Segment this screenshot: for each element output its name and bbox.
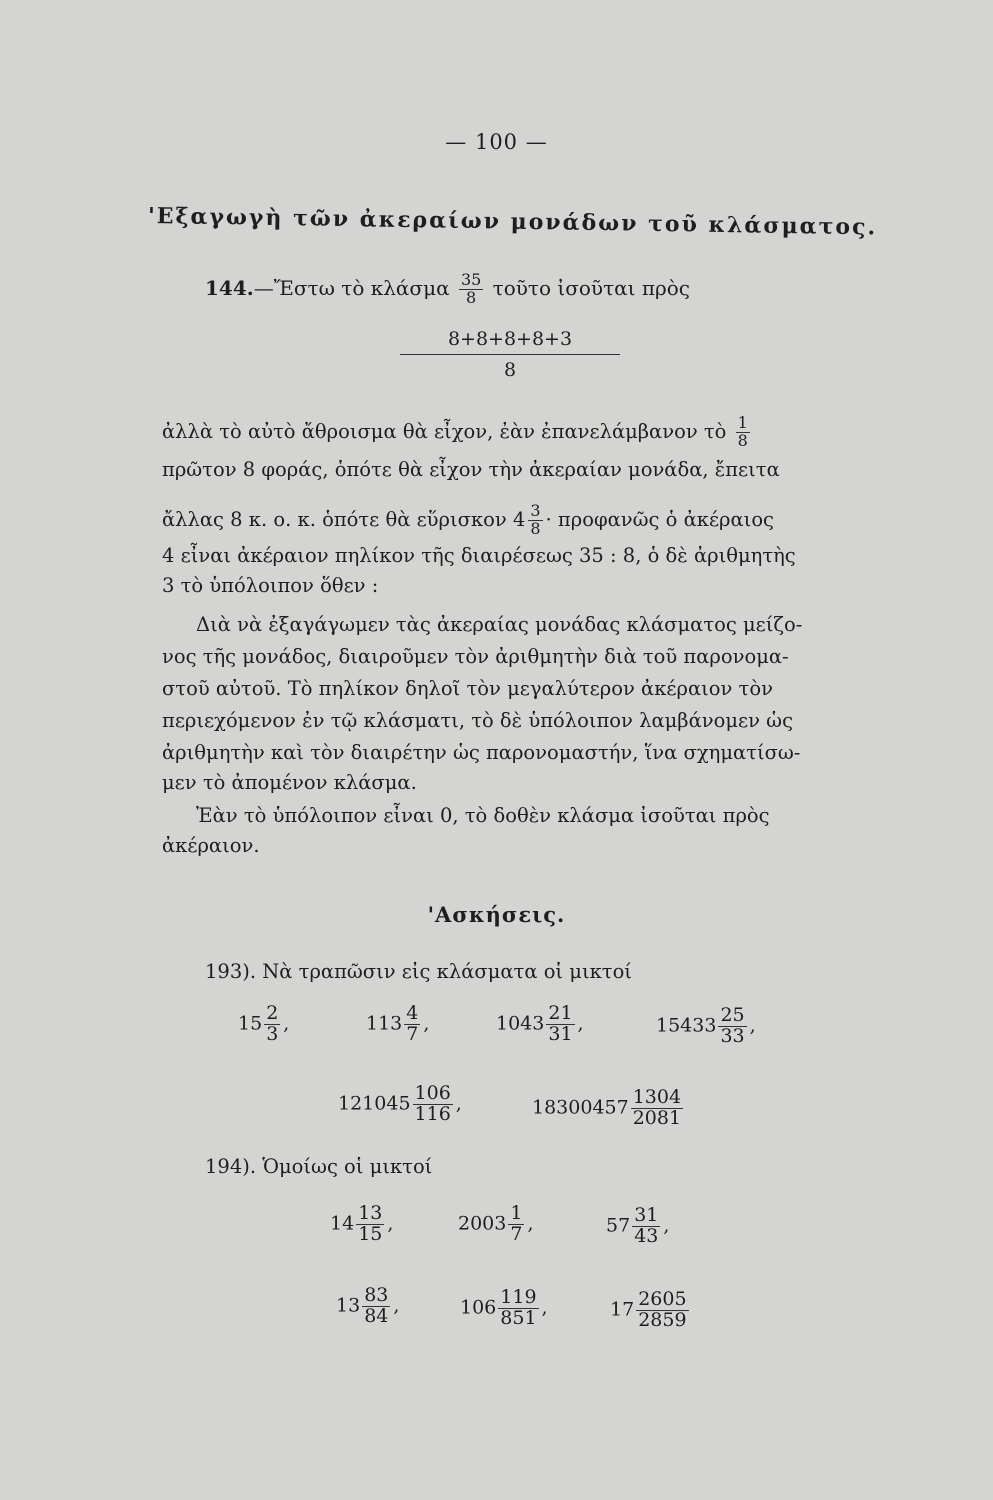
- mixed-num: 106: [414, 1082, 451, 1104]
- mixed-whole: 17: [610, 1298, 635, 1321]
- mixed-sep: ,: [663, 1214, 670, 1237]
- rule-line-3: στοῦ αὐτοῦ. Τὸ πηλίκον δηλοῖ τὸν μεγαλύτερον ἀκέραιον τὸν: [162, 677, 773, 700]
- mixed-num: 13: [358, 1202, 383, 1224]
- mixed-num: 2: [266, 1002, 279, 1024]
- mixed-den: 31: [548, 1022, 573, 1045]
- mixed-sep: ,: [393, 1294, 400, 1317]
- mixed-den: 116: [414, 1102, 451, 1125]
- mixed-whole: 121045: [338, 1092, 411, 1115]
- mixed-whole: 14: [330, 1212, 355, 1235]
- mixed-num: 83: [364, 1284, 389, 1306]
- mixed-sep: ,: [541, 1296, 548, 1319]
- mixed-sep: ,: [455, 1092, 462, 1115]
- line3-fraction: [528, 503, 542, 538]
- line3-fraction-num: 3: [530, 501, 541, 520]
- mixed-number: [458, 1204, 534, 1245]
- zero-line-1: Ἐὰν τὸ ὑπόλοιπον εἶναι 0, τὸ δοθὲν κλάσμα ἰσοῦται πρὸς: [196, 804, 770, 827]
- mixed-num: 2605: [638, 1288, 687, 1310]
- intro-text: —Ἔστω τὸ κλάσμα: [253, 275, 450, 300]
- mixed-sep: ,: [423, 1012, 430, 1035]
- mixed-den: 84: [364, 1304, 389, 1327]
- mixed-sep: ,: [387, 1212, 394, 1235]
- mixed-number: [532, 1088, 686, 1129]
- section-intro-line: [205, 272, 690, 307]
- mixed-number: [338, 1084, 462, 1125]
- mixed-whole: 18300457: [532, 1096, 629, 1119]
- mixed-den: 7: [406, 1022, 419, 1045]
- mixed-number: [238, 1004, 289, 1045]
- zero-line-2: ἀκέραιον.: [162, 834, 260, 857]
- exercise-193-label: 193). Νὰ τραπῶσιν εἰς κλάσματα οἱ μικτοί: [205, 960, 632, 983]
- rule-line-6: μεν τὸ ἀπομένον κλάσμα.: [162, 771, 417, 794]
- line3-fraction-den: 8: [530, 518, 541, 538]
- mixed-whole: 13: [336, 1294, 361, 1317]
- mixed-num: 21: [548, 1002, 573, 1024]
- section-number: 144.: [205, 275, 254, 300]
- mixed-number: [330, 1204, 393, 1245]
- text-line-4: 4 εἶναι ἀκέραιον πηλίκον τῆς διαιρέσεως 35 : 8, ὁ δὲ ἀριθμητὴς: [162, 544, 796, 567]
- line1-text: ἀλλὰ τὸ αὐτὸ ἄθροισμα θὰ εἶχον, ἐὰν ἐπανελάμβανον τὸ: [162, 419, 727, 443]
- mixed-whole: 106: [460, 1296, 497, 1319]
- exercises-heading: 'Ασκήσεις.: [427, 902, 566, 927]
- mixed-num: 4: [406, 1002, 419, 1024]
- line3-after-text: · προφανῶς ὁ ἀκέραιος: [545, 507, 774, 531]
- line1-fraction-den: 8: [737, 430, 748, 450]
- mixed-sep: ,: [749, 1014, 756, 1037]
- mixed-whole: 113: [366, 1012, 403, 1035]
- mixed-sep: ,: [577, 1012, 584, 1035]
- mixed-num: 1304: [632, 1086, 682, 1108]
- mixed-number: [496, 1004, 584, 1045]
- mixed-number: [366, 1004, 429, 1045]
- mixed-whole: 57: [606, 1214, 631, 1237]
- mixed-den: 15: [358, 1222, 383, 1245]
- mixed-den: 851: [500, 1306, 537, 1329]
- section-heading: 'Εξαγωγὴ τῶν ἀκεραίων μονάδων τοῦ κλάσματος.: [147, 203, 878, 241]
- text-line-5: 3 τὸ ὑπόλοιπον ὅθεν :: [162, 574, 379, 597]
- rule-line-5: ἀριθμητὴν καὶ τὸν διαιρέτην ὡς παρονομαστήν, ἵνα σχηματίσω-: [162, 741, 801, 764]
- mixed-number: [656, 1006, 756, 1047]
- intro-fraction: [459, 272, 483, 307]
- mixed-whole: 15: [238, 1012, 263, 1035]
- mixed-num: 119: [500, 1286, 537, 1308]
- sum-numerator: 8+8+8+8+3: [400, 328, 620, 355]
- mixed-num: 1: [510, 1202, 523, 1224]
- page-number: — 100 —: [445, 130, 548, 154]
- mixed-whole: 2003: [458, 1212, 507, 1235]
- rule-line-4: περιεχόμενον ἐν τῷ κλάσματι, τὸ δὲ ὑπόλοιπον λαμβάνομεν ὡς: [162, 709, 793, 732]
- mixed-den: 43: [634, 1224, 659, 1247]
- exercise-194-label: 194). Ὁμοίως οἱ μικτοί: [205, 1155, 433, 1178]
- intro-fraction-den: 8: [459, 289, 483, 307]
- line1-fraction-num: 1: [737, 413, 748, 432]
- intro-after-text: τοῦτο ἰσοῦται πρὸς: [492, 275, 690, 300]
- rule-line-1: Διὰ νὰ ἐξαγάγωμεν τὰς ἀκεραίας μονάδας κλάσματος μείζο-: [196, 613, 803, 636]
- sum-fraction: [400, 328, 620, 381]
- mixed-number: [606, 1206, 669, 1247]
- mixed-sep: ,: [527, 1212, 534, 1235]
- mixed-den: 2081: [632, 1106, 682, 1129]
- mixed-den: 7: [510, 1222, 523, 1245]
- text-line-2: πρῶτον 8 φοράς, ὁπότε θὰ εἶχον τὴν ἀκεραίαν μονάδα, ἔπειτα: [162, 458, 780, 481]
- mixed-num: 25: [720, 1004, 745, 1026]
- intro-fraction-num: 35: [460, 270, 482, 289]
- text-line-3: [162, 503, 774, 538]
- mixed-den: 3: [266, 1022, 279, 1045]
- mixed-den: 33: [720, 1024, 745, 1047]
- mixed-number: [610, 1290, 692, 1331]
- mixed-whole: 1043: [496, 1012, 545, 1035]
- sum-denominator: 8: [503, 359, 517, 381]
- mixed-num: 31: [634, 1204, 659, 1226]
- mixed-number: [336, 1286, 399, 1327]
- line3-before-text: ἄλλας 8 κ. ο. κ. ὁπότε θὰ εὕρισκον 4: [162, 507, 526, 531]
- line1-fraction: [736, 415, 750, 450]
- rule-line-2: νος τῆς μονάδος, διαιροῦμεν τὸν ἀριθμητὴν διὰ τοῦ παρονομα-: [162, 645, 789, 668]
- mixed-sep: ,: [283, 1012, 290, 1035]
- text-line-1: [162, 415, 753, 450]
- mixed-den: 2859: [638, 1308, 687, 1331]
- mixed-whole: 15433: [656, 1014, 717, 1037]
- mixed-number: [460, 1288, 548, 1329]
